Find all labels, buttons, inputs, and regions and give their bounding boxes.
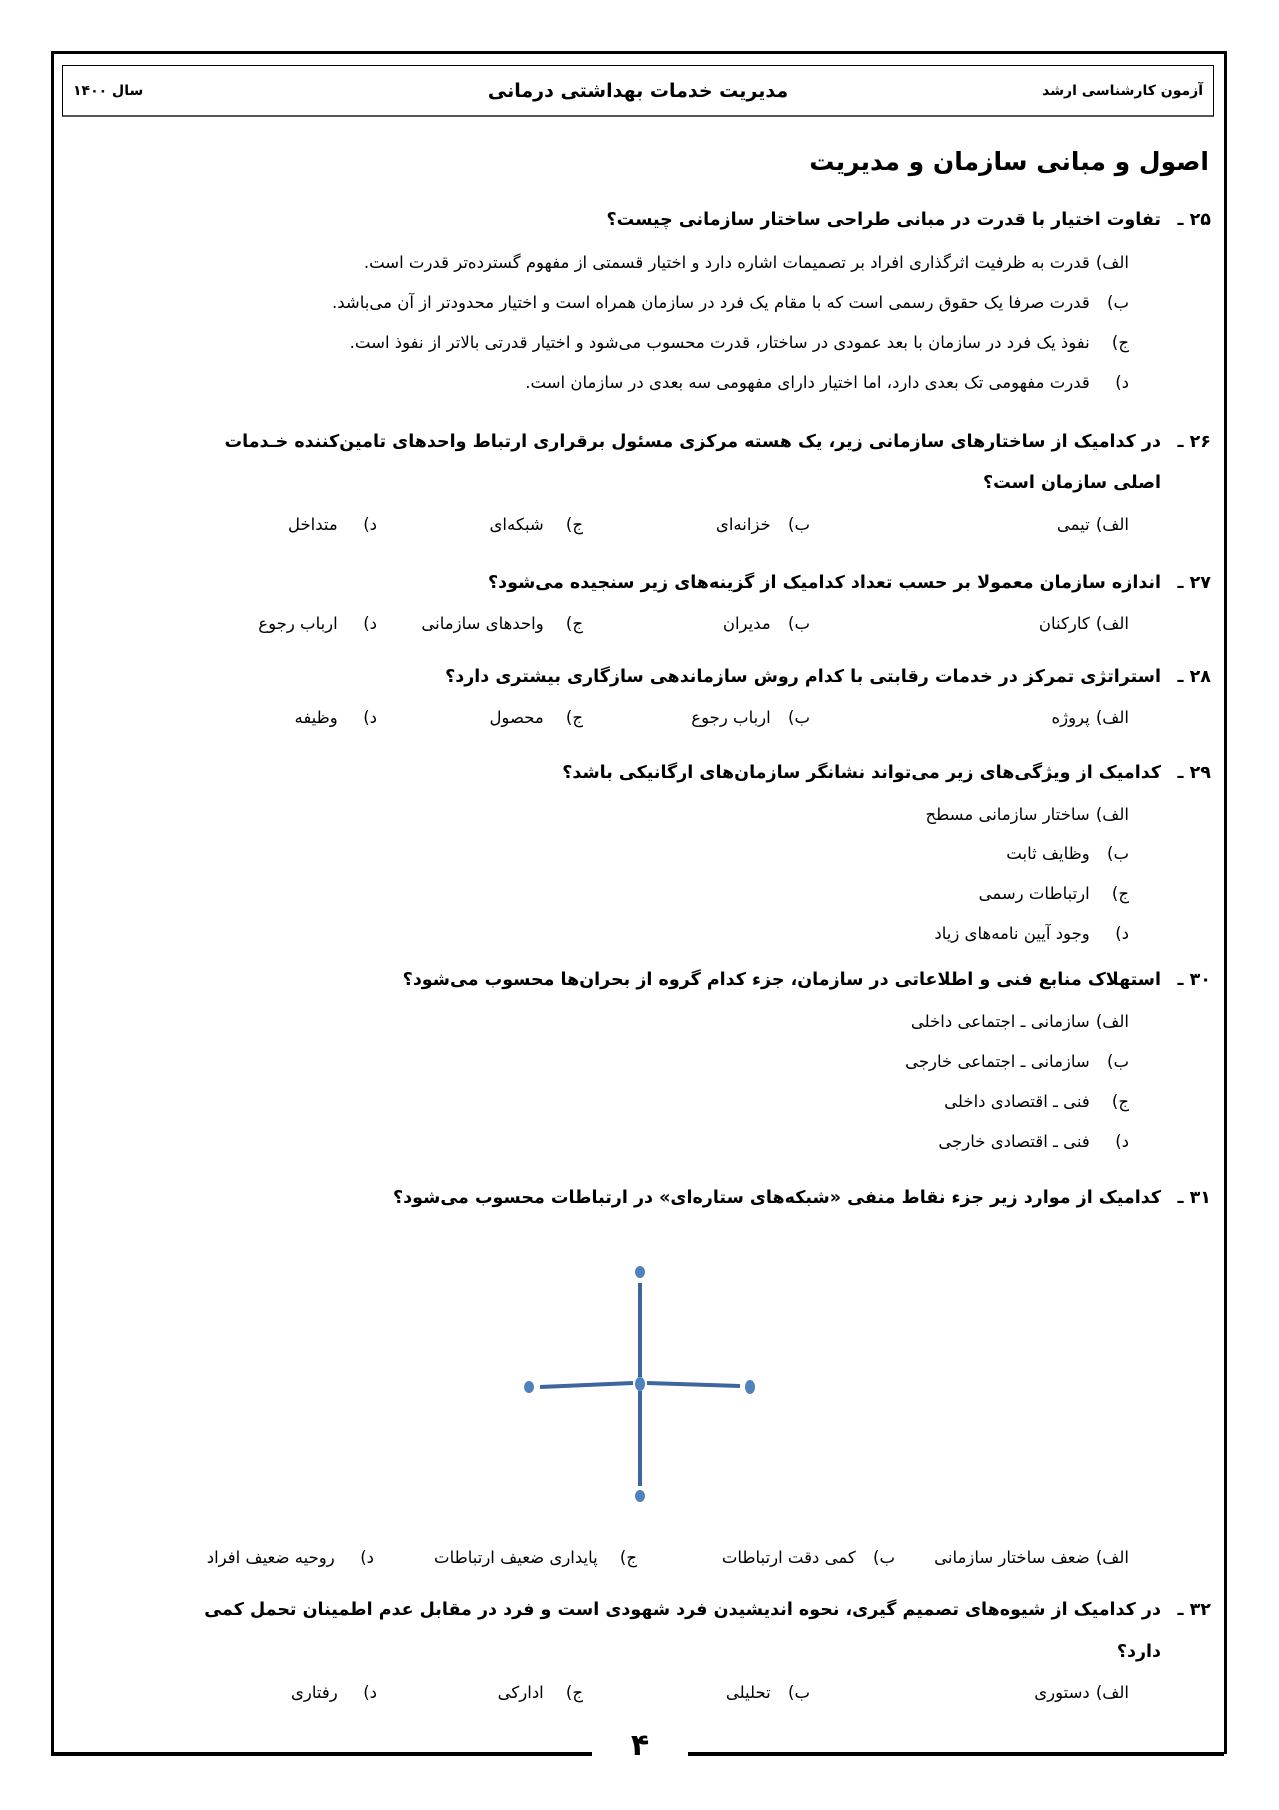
question-29	[562, 759, 1211, 787]
option-c[interactable]	[489, 511, 583, 539]
option-a[interactable]	[925, 801, 1129, 829]
option-d[interactable]	[258, 610, 377, 638]
option-b[interactable]	[691, 704, 810, 732]
option-c[interactable]	[489, 704, 583, 732]
edge-left	[540, 1383, 633, 1387]
option-d[interactable]	[207, 1544, 374, 1572]
option-text: متداخل	[287, 515, 338, 534]
header-subject: مدیریت خدمات بهداشتی درمانی	[487, 80, 789, 102]
option-label: ب)	[1107, 1052, 1129, 1071]
question-text: تفاوت اختیار با قدرت در مبانی طراحی ساختار سازمانی چیست؟	[606, 210, 1161, 230]
option-label: د)	[363, 614, 377, 633]
option-a[interactable]	[911, 1008, 1129, 1036]
option-a[interactable]	[1057, 511, 1129, 539]
option-b[interactable]	[722, 1544, 895, 1572]
option-label: د)	[1115, 373, 1129, 392]
option-label: ب)	[788, 614, 810, 633]
question-text: استهلاک منابع فنی و اطلاعاتی در سازمان، جزء کدام گروه از بحران‌ها محسوب می‌شود؟	[402, 970, 1161, 990]
page-number: ۴	[630, 1728, 650, 1763]
option-label: ج)	[1111, 333, 1129, 352]
option-label: ب)	[1107, 293, 1129, 312]
option-label: الف)	[1095, 1548, 1129, 1567]
option-c[interactable]	[979, 880, 1129, 908]
option-text: پایداری ضعیف ارتباطات	[434, 1548, 598, 1567]
question-number: ۳۲ ـ	[1177, 1600, 1211, 1620]
header-exam: آزمون کارشناسی ارشد	[1042, 83, 1203, 99]
question-number: ۲۵ ـ	[1177, 210, 1211, 230]
option-a[interactable]	[934, 1544, 1129, 1572]
question-26-line2: اصلی سازمان است؟	[982, 473, 1161, 493]
option-label: ج)	[565, 614, 583, 633]
option-text: قدرت صرفا یک حقوق رسمی است که با مقام یک فرد در سازمان همراه است و اختیار محدودتر از آن می‌باشد.	[332, 293, 1090, 312]
option-label: الف)	[1095, 515, 1129, 534]
option-text: قدرت مفهومی تک بعدی دارد، اما اختیار دارای مفهومی سه بعدی در سازمان است.	[525, 373, 1090, 392]
option-text: تحلیلی	[725, 1683, 771, 1702]
node-right	[745, 1380, 755, 1394]
option-label: د)	[1115, 1132, 1129, 1151]
option-label: د)	[360, 1548, 374, 1567]
option-label: د)	[363, 708, 377, 727]
option-label: ب)	[873, 1548, 895, 1567]
option-text: محصول	[489, 708, 544, 727]
question-32-line2: دارد؟	[1116, 1642, 1161, 1662]
option-text: ارباب رجوع	[691, 708, 771, 727]
option-label: الف)	[1095, 253, 1129, 272]
option-text: ضعف ساختار سازمانی	[934, 1548, 1090, 1567]
question-text: در کدامیک از شیوه‌های تصمیم گیری، نحوه اندیشیدن فرد شهودی است و فرد در مقابل عدم اطمینان تحمل کمی	[204, 1600, 1161, 1620]
option-b[interactable]	[723, 610, 810, 638]
question-number: ۳۰ ـ	[1177, 970, 1211, 990]
option-a[interactable]	[1039, 610, 1129, 638]
option-label: الف)	[1095, 805, 1129, 824]
option-b[interactable]	[726, 1679, 810, 1707]
star-network-diagram	[500, 1250, 780, 1520]
option-label: الف)	[1095, 1683, 1129, 1702]
option-text: ارتباطات رسمی	[978, 884, 1090, 903]
option-b[interactable]	[1006, 840, 1129, 868]
option-label: ج)	[565, 708, 583, 727]
question-number: ۲۷ ـ	[1177, 573, 1211, 593]
question-text: کدامیک از موارد زیر جزء نقاط منفی «شبکه‌های ستاره‌ای» در ارتباطات محسوب می‌شود؟	[393, 1188, 1161, 1208]
question-27	[488, 569, 1211, 597]
edge-right	[647, 1383, 740, 1386]
question-text: در کدامیک از ساختارهای سازمانی زیر، یک هسته مرکزی مسئول برقراری ارتباط واحدهای تامین‌کننده خـدمات	[224, 432, 1161, 452]
option-text: پروژه	[1051, 708, 1090, 727]
question-text: کدامیک از ویژگی‌های زیر می‌تواند نشانگر سازمان‌های ارگانیکی باشد؟	[562, 763, 1161, 783]
option-c[interactable]	[434, 1544, 637, 1572]
question-text: استراتژی تمرکز در خدمات رقابتی با کدام روش سازماندهی سازگاری بیشتری دارد؟	[445, 667, 1161, 687]
option-label: ب)	[788, 1683, 810, 1702]
option-text: شبکه‌ای	[489, 515, 544, 534]
option-label: د)	[1115, 924, 1129, 943]
question-number: ۲۶ ـ	[1177, 432, 1211, 452]
option-c[interactable]	[421, 610, 583, 638]
option-b[interactable]	[905, 1048, 1129, 1076]
node-center	[635, 1377, 645, 1391]
option-text: نفوذ یک فرد در سازمان با بعد عمودی در ساختار، قدرت محسوب می‌شود و اختیار قدرتی بالاتر از نفوذ است.	[349, 333, 1090, 352]
option-a[interactable]	[1034, 1679, 1129, 1707]
option-label: د)	[363, 515, 377, 534]
option-d[interactable]	[938, 1128, 1129, 1156]
option-text: قدرت به ظرفیت اثرگذاری افراد بر تصمیمات اشاره دارد و اختیار قسمتی از مفهوم گسترده‌تر قدرت است.	[363, 253, 1090, 272]
option-label: ج)	[1111, 884, 1129, 903]
option-label: الف)	[1095, 708, 1129, 727]
question-number: ۲۹ ـ	[1177, 763, 1211, 783]
question-30	[403, 966, 1211, 994]
option-text: وجود آیین نامه‌های زیاد	[934, 924, 1090, 943]
option-text: فنی ـ اقتصادی داخلی	[944, 1092, 1090, 1111]
option-text: سازمانی ـ اجتماعی خارجی	[905, 1052, 1090, 1071]
question-number: ۳۱ ـ	[1177, 1188, 1211, 1208]
option-label: ب)	[1107, 844, 1129, 863]
option-label: الف)	[1095, 614, 1129, 633]
option-a[interactable]	[364, 249, 1129, 277]
question-31	[393, 1184, 1211, 1212]
option-text: خزانه‌ای	[715, 515, 771, 534]
option-a[interactable]	[1051, 704, 1129, 732]
option-b[interactable]	[716, 511, 810, 539]
question-32	[204, 1596, 1211, 1624]
option-c[interactable]	[944, 1088, 1129, 1116]
question-28	[445, 663, 1211, 691]
option-label: ج)	[565, 1683, 583, 1702]
option-text: فنی ـ اقتصادی خارجی	[938, 1132, 1090, 1151]
option-text: واحدهای سازمانی	[421, 614, 544, 633]
node-bottom	[635, 1490, 645, 1502]
option-text: سازمانی ـ اجتماعی داخلی	[910, 1012, 1090, 1031]
option-text: کارکنان	[1038, 614, 1090, 633]
node-top	[635, 1266, 645, 1278]
option-text: دستوری	[1034, 1683, 1090, 1702]
option-text: تیمی	[1056, 515, 1090, 534]
option-c[interactable]	[498, 1679, 583, 1707]
question-number: ۲۸ ـ	[1177, 667, 1211, 687]
option-label: الف)	[1095, 1012, 1129, 1031]
bottom-border-right	[688, 1752, 1224, 1756]
option-d[interactable]	[288, 511, 377, 539]
option-label: د)	[363, 1683, 377, 1702]
option-label: ج)	[565, 515, 583, 534]
bottom-border-left	[51, 1752, 592, 1756]
option-text: ارباب رجوع	[258, 614, 338, 633]
option-d[interactable]	[291, 1679, 377, 1707]
section-title: اصول و مبانی سازمان و مدیریت	[809, 147, 1209, 176]
option-text: وظایف ثابت	[1006, 844, 1090, 863]
option-label: ب)	[788, 708, 810, 727]
option-d[interactable]	[525, 369, 1129, 397]
option-label: ج)	[619, 1548, 637, 1567]
option-text: ساختار سازمانی مسطح	[925, 805, 1090, 824]
option-label: ج)	[1111, 1092, 1129, 1111]
node-left	[524, 1381, 534, 1393]
option-text: ادارکی	[497, 1683, 544, 1702]
option-b[interactable]	[332, 289, 1129, 317]
option-text: وظیفه	[294, 708, 338, 727]
option-c[interactable]	[350, 329, 1129, 357]
option-text: مدیران	[722, 614, 771, 633]
option-text: روحیه ضعیف افراد	[206, 1548, 335, 1567]
option-text: رفتاری	[291, 1683, 338, 1702]
option-text: کمی دقت ارتباطات	[721, 1548, 856, 1567]
option-label: ب)	[788, 515, 810, 534]
question-text: اندازه سازمان معمولا بر حسب تعداد کدامیک از گزینه‌های زیر سنجیده می‌شود؟	[487, 573, 1161, 593]
page-header	[62, 65, 1214, 117]
question-26	[225, 428, 1211, 456]
header-year: سال ۱۴۰۰	[73, 83, 144, 99]
option-d[interactable]	[294, 704, 377, 732]
option-d[interactable]	[934, 920, 1129, 948]
question-25	[607, 206, 1211, 234]
